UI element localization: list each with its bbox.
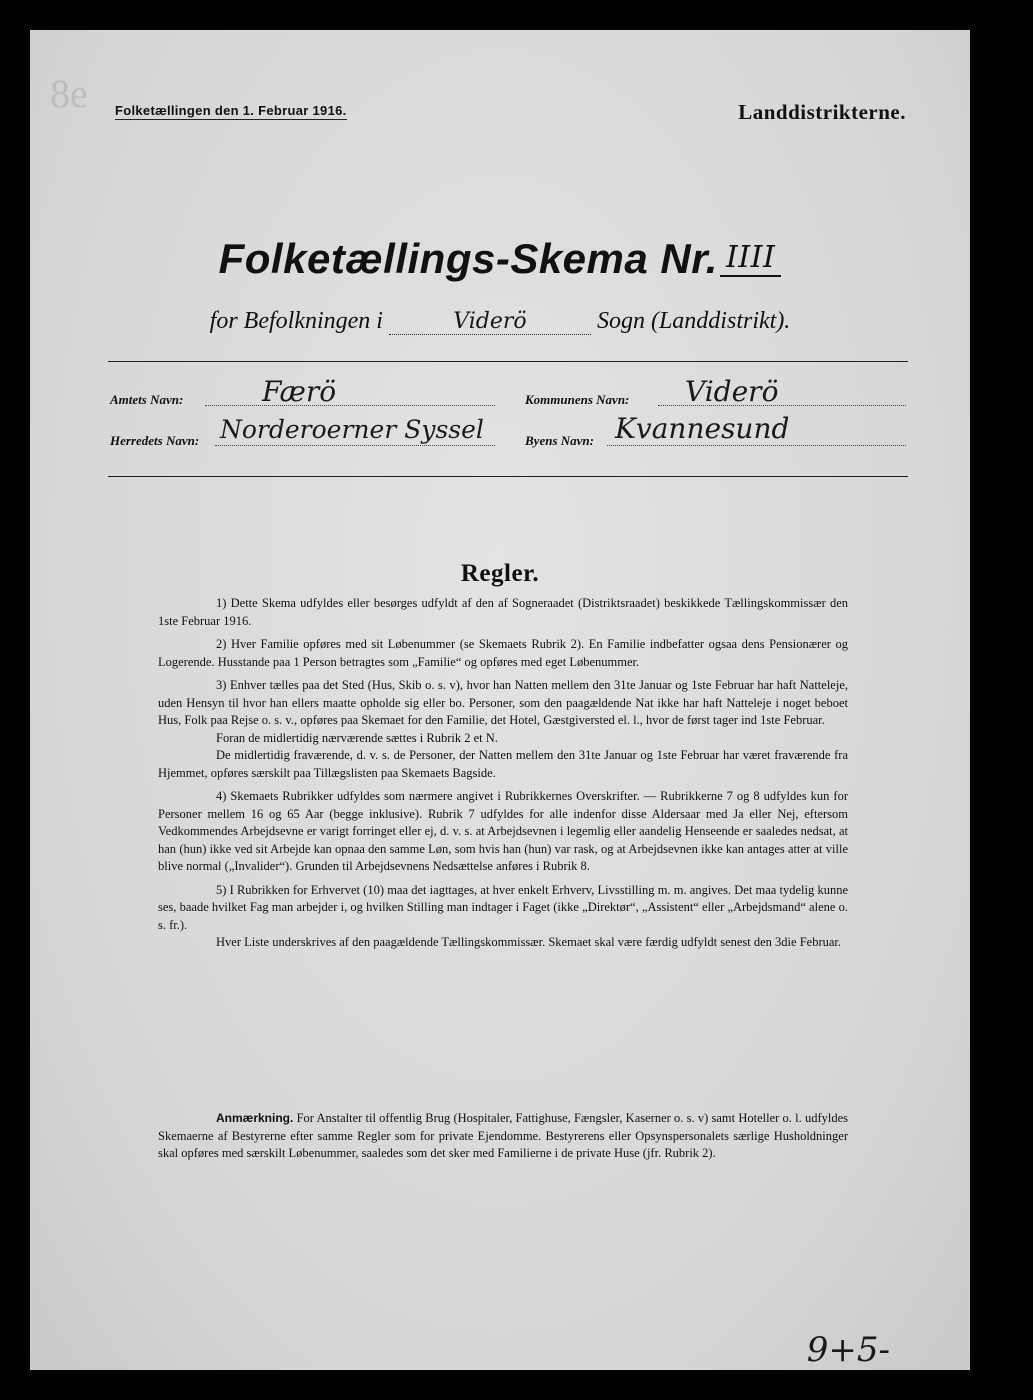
note-label: Anmærkning. [216, 1111, 294, 1125]
census-date-header: Folketællingen den 1. Februar 1916. [115, 103, 347, 118]
form-title-text: Folketællings-Skema Nr. [218, 235, 718, 282]
by-field-line [607, 445, 906, 446]
divider-bottom [108, 476, 908, 477]
rule-4: 4) Skemaets Rubrikker udfyldes som nærmere angivet i Rubrikkernes Overskrifter. — Rubrikkerne 7 og 8 udfyldes kun for Personer mellem 16 og 65 Aar (begge inklusive). Rubrik 7 udfyldes for alle indenfor disse Aldersaar med Ja eller Nej, eftersom Vedkommendes Arbejdsevne er varigt forringet eller ej, d. v. s. at Arbejdsevnen i legemlig eller aandelig Henseende er saaledes nedsat, at han (hun) ikke ved sit Arbejde kan opnaa den samme Løn, som hvis han (hun) var rask, og at Arbejdsevnen ikke kan antages atter at ville blive normal („Invalider“). Grunden til Arbejdsevnens Nedsættelse anføres i Rubrik 8. [158, 789, 848, 873]
by-value: Kvannesund [615, 412, 790, 445]
district-type-header: Landdistrikterne. [738, 100, 906, 124]
rules-section [158, 595, 848, 958]
form-subtitle [30, 308, 970, 335]
subtitle-prefix: for Befolkningen i [209, 308, 383, 334]
rule-3-absent: De midlertidig fraværende, d. v. s. de Personer, der Natten mellem den 31te Januar og 1ste Februar har været fraværende fra Hjemmet, opføres særskilt paa Tillægslisten paa Skemaets Bagside. [158, 748, 848, 780]
amt-label: Amtets Navn: [110, 392, 184, 407]
kommune-label: Kommunens Navn: [525, 392, 630, 407]
handwritten-corner-note: 9+5- [806, 1330, 890, 1370]
amt-value: Færö [262, 375, 337, 408]
by-label: Byens Navn: [525, 433, 594, 448]
herred-field-line [215, 445, 495, 446]
rule-3-present: Foran de midlertidig nærværende sættes i Rubrik 2 et N. [216, 730, 498, 745]
rule-5: 5) I Rubrikken for Erhvervet (10) maa det iagttages, at hver enkelt Erhverv, Livsstilling m. m. angives. Det maa tydelig kunne ses, baade hvilket Fag man arbejder i, og hvilken Stilling man indtager i Faget (ikke „Direktør“, „Assistent“ eller „Arbejdsmand“ alene o. s. fr.). [158, 882, 848, 932]
note-paragraph [158, 1110, 848, 1163]
faint-pencil-mark: 8e [50, 71, 88, 116]
census-form-sheet [30, 30, 970, 1370]
parish-name: Viderö [389, 309, 591, 335]
rule-2: 2) Hver Familie opføres med sit Løbenummer (se Skemaets Rubrik 2). En Familie indbefatter ogsaa dens Pensionærer og Logerende. Husstande paa 1 Person betragtes som „Familie“ og opføres med eget Løbenummer. [158, 637, 848, 669]
form-number: IIII [720, 240, 781, 277]
note-section [158, 1110, 848, 1163]
form-title [30, 235, 970, 283]
note-text: For Anstalter til offentlig Brug (Hospitaler, Fattighuse, Fængsler, Kaserner o. s. v) samt Hoteller o. l. udfyldes Skemaerne af Bestyrerne efter samme Regler som for private Ejendomme. Bestyrerens eller Opsynspersonalets særlige Husholdninger skal opføres med særskilt Løbenummer, saaledes som det sker med Familierne i de private Huse (jfr. Rubrik 2). [158, 1111, 848, 1160]
rule-signature: Hver Liste underskrives af den paagældende Tællingskommissær. Skemaet skal være færdig udfyldt senest den 3die Februar. [216, 935, 841, 949]
rules-heading: Regler. [460, 560, 540, 587]
divider-top [108, 361, 908, 362]
rule-1: 1) Dette Skema udfyldes eller besørges udfyldt af den af Sogneraadet (Distriktsraadet) beskikkede Tællingskommissær den 1ste Februar 1916. [158, 596, 848, 628]
herred-value: Norderoerner Syssel [220, 415, 484, 444]
subtitle-suffix: Sogn (Landdistrikt). [596, 308, 791, 334]
herred-label: Herredets Navn: [110, 433, 200, 448]
kommune-value: Viderö [685, 375, 779, 408]
rule-3: 3) Enhver tælles paa det Sted (Hus, Skib o. s. v), hvor han Natten mellem den 31te Januar og 1ste Februar har haft Natteleje, uden Hensyn til hvor han ellers maatte opholde sig eller bo. Personer, som den paagældende Nat ikke har haft Natteleje i noget beboet Hus, Folk paa Rejse o. s. v., opføres paa Skemaet for den Familie, det Hotel, Gæstgiversted el. l., hvor de først tager ind 1ste Februar. [158, 678, 848, 727]
amt-field-line [205, 405, 495, 406]
